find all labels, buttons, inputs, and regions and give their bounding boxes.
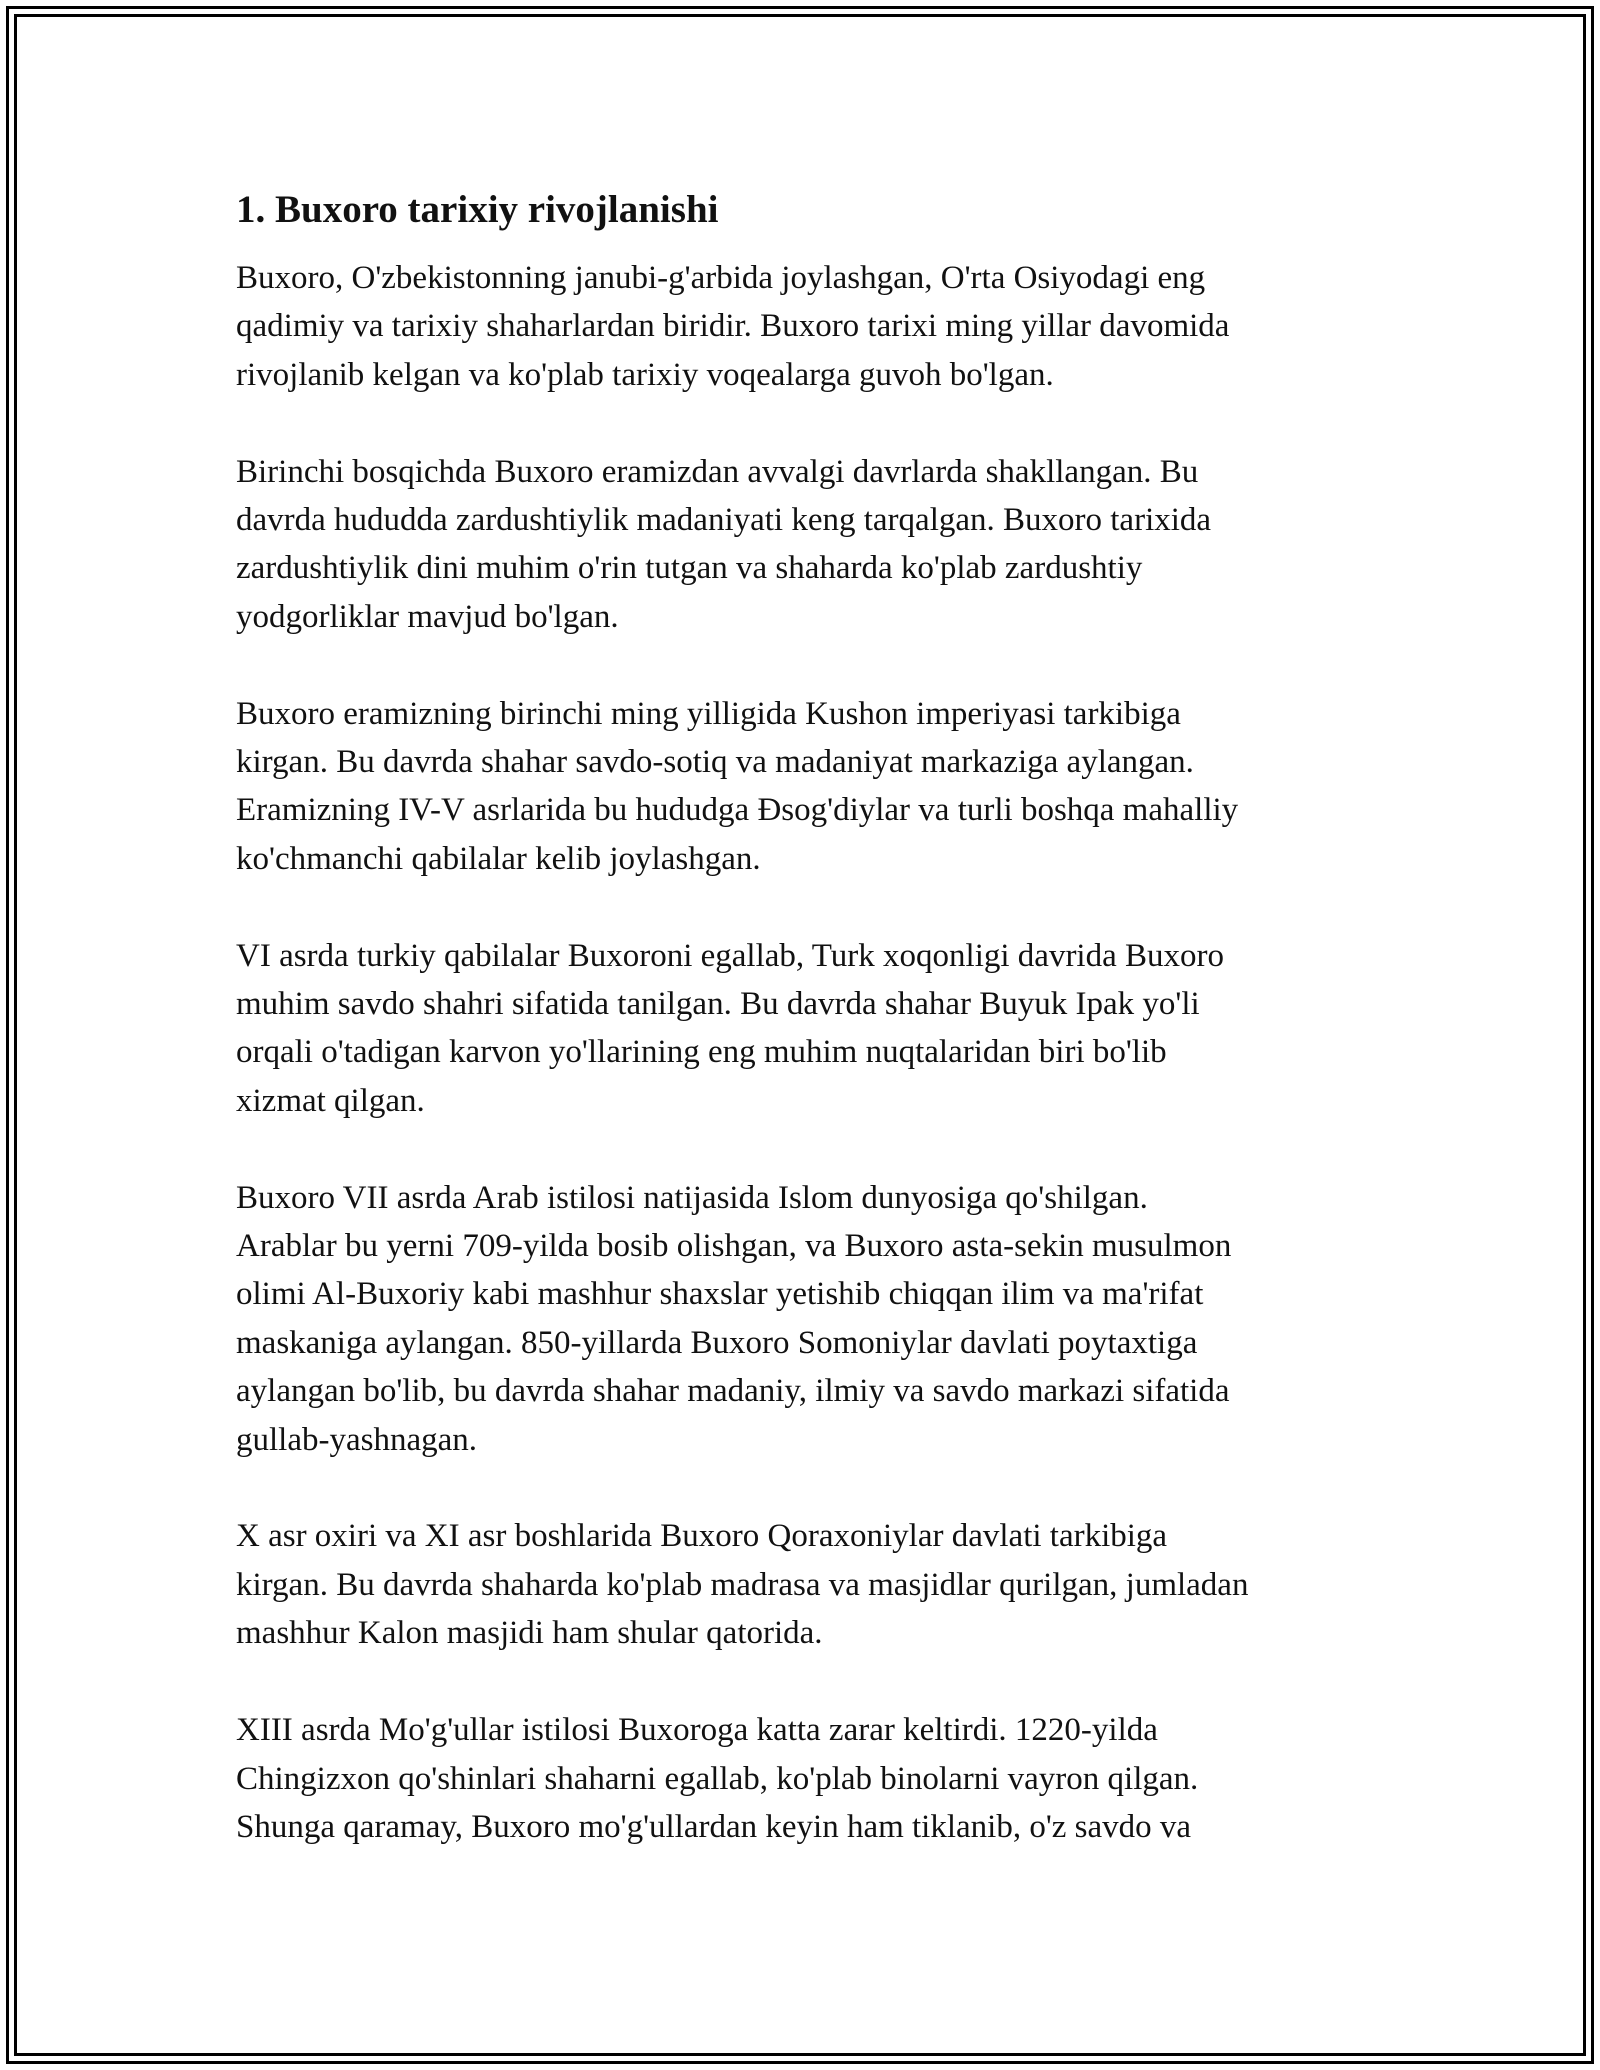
- paragraph-4: VI asrda turkiy qabilalar Buxoroni egallab, Turk xoqonligi davrida Buxoro muhim savdo shahri sifatida tanilgan. Bu davrda shahar Buyuk Ipak yo'li orqali o'tadigan karvon yo'llarining eng muhim nuqtalaridan biri bo'lib xizmat qilgan.: [236, 937, 1225, 1119]
- document-page: [236, 186, 1376, 1900]
- paragraph-7: XIII asrda Mo'g'ullar istilosi Buxoroga katta zarar keltirdi. 1220-yilda Chingizxon qo'shinlari shaharni egallab, ko'plab binolarni vayron qilgan. Shunga qaramay, Buxoro mo'g'ullardan keyin ham tiklanib, o'z savdo va: [236, 1712, 1199, 1845]
- section-heading: 1. Buxoro tarixiy rivojlanishi: [236, 188, 719, 231]
- paragraph-1: Buxoro, O'zbekistonning janubi-g'arbida joylashgan, O'rta Osiyodagi eng qadimiy va tarixiy shaharlardan biridir. Buxoro tarixi ming yillar davomida rivojlanib kelgan va ko'plab tarixiy voqealarga guvoh bo'lgan.: [236, 260, 1230, 393]
- paragraph-2: Birinchi bosqichda Buxoro eramizdan avvalgi davrlarda shakllangan. Bu davrda hududda zardushtiylik madaniyati keng tarqalgan. Buxoro tarixida zardushtiylik dini muhim o'rin tutgan va shaharda ko'plab zardushtiy yodgorliklar mavjud bo'lgan.: [236, 453, 1212, 635]
- paragraph-5: Buxoro VII asrda Arab istilosi natijasida Islom dunyosiga qo'shilgan. Arablar bu yerni 709-yilda bosib olishgan, va Buxoro asta-sekin musulmon olimi Al-Buxoriy kabi mashhur shaxslar yetishib chiqqan ilim va ma'rifat maskaniga aylangan. 850-yillarda Buxoro Somoniylar davlati poytaxtiga aylangan bo'lib, bu davrda shahar madaniy, ilmiy va savdo markazi sifatida gullab-yashnagan.: [236, 1179, 1232, 1458]
- paragraph-3: Buxoro eramizning birinchi ming yilligida Kushon imperiyasi tarkibiga kirgan. Bu davrda shahar savdo-sotiq va madaniyat markaziga aylangan. Eramizning IV-V asrlarida bu hududga Đsog'diylar va turli boshqa mahalliy ko'chmanchi qabilalar kelib joylashgan.: [236, 695, 1239, 877]
- paragraph-6: X asr oxiri va XI asr boshlarida Buxoro Qoraxoniylar davlati tarkibiga kirgan. Bu davrda shaharda ko'plab madrasa va masjidlar qurilgan, jumladan mashhur Kalon masjidi ham shular qatorida.: [236, 1518, 1249, 1652]
